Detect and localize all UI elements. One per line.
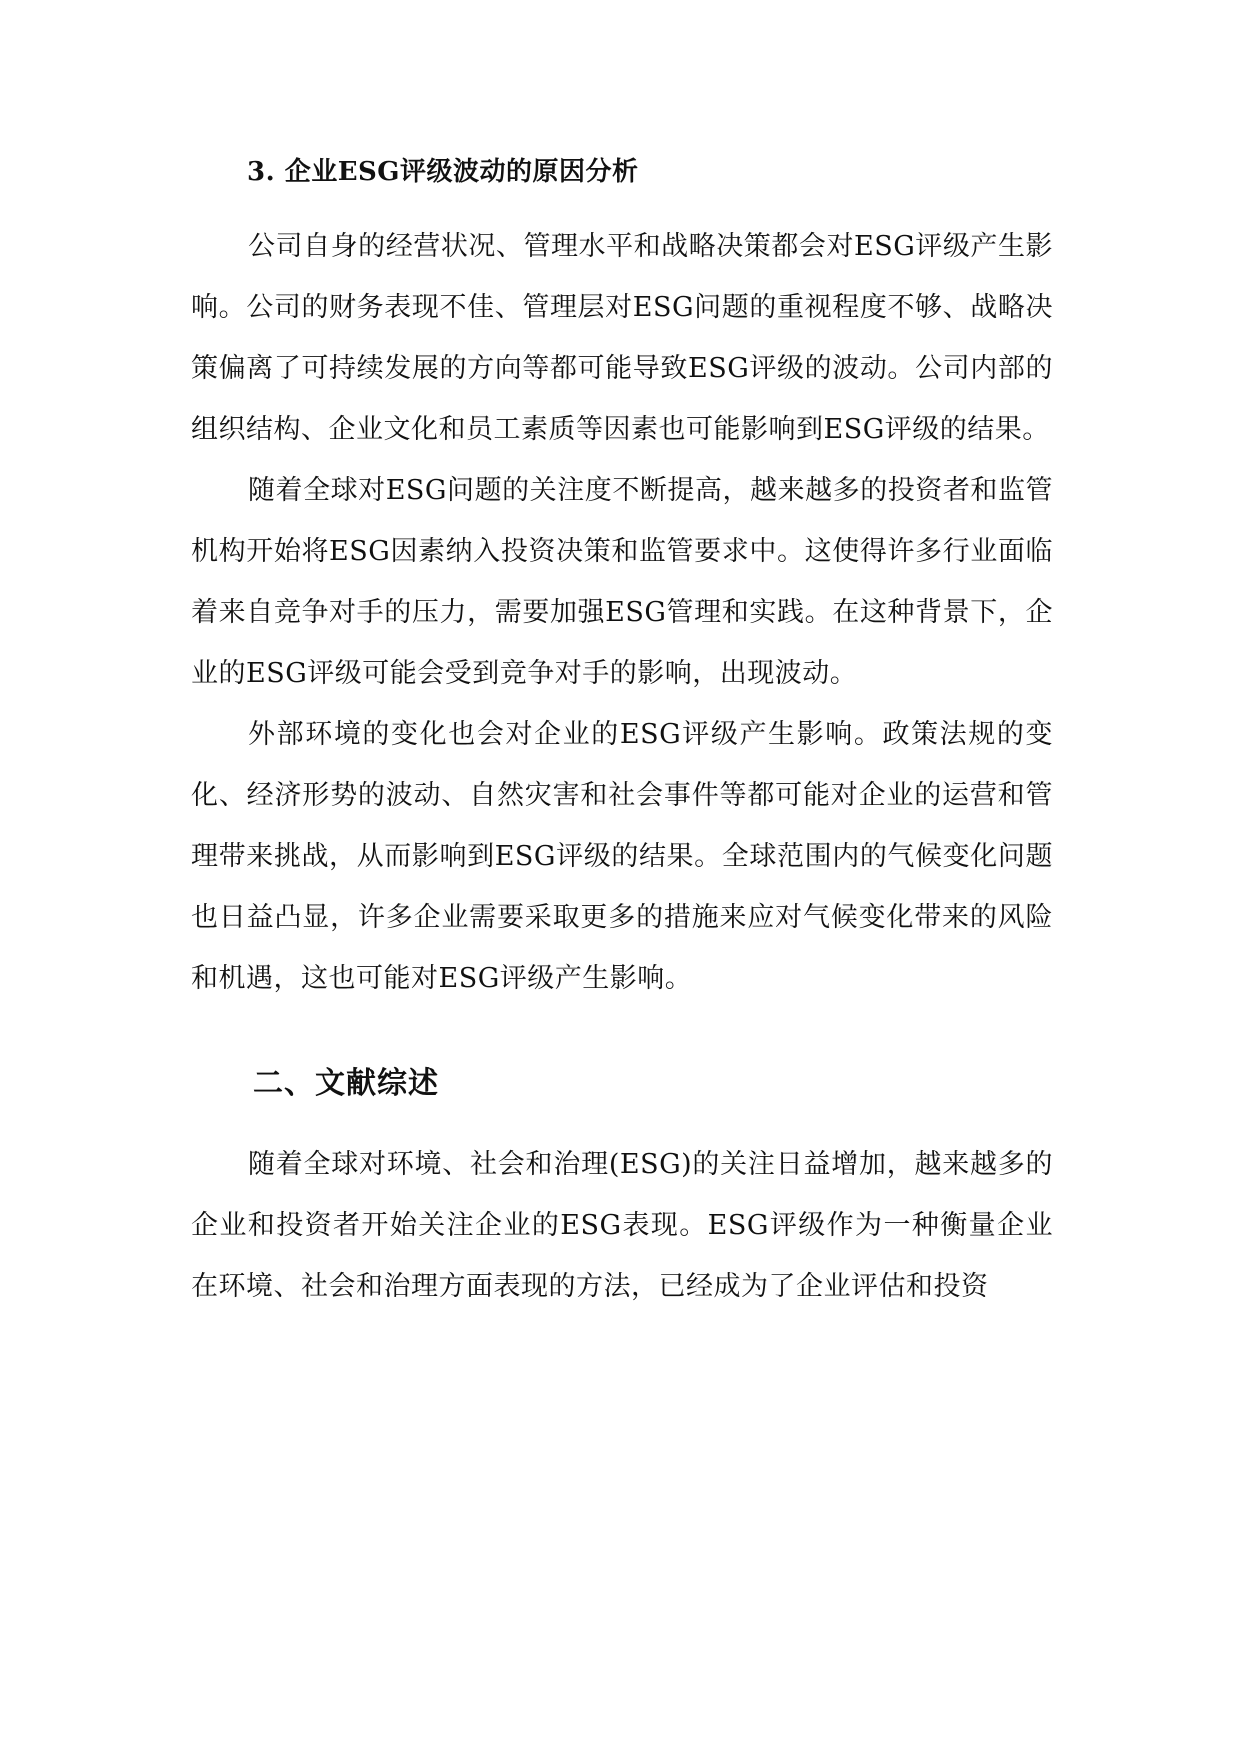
paragraph-literature-intro: 随着全球对环境、社会和治理(ESG)的关注日益增加，越来越多的企业和投资者开始关注企业的ESG表现。ESG评级作为一种衡量企业在环境、社会和治理方面表现的方法，已经成为了企业评估和投资 xyxy=(191,1149,1053,1302)
subsection-title: 3. 企业ESG评级波动的原因分析 xyxy=(247,157,639,187)
document-body xyxy=(191,150,1053,1317)
paragraph-internal-factors: 公司自身的经营状况、管理水平和战略决策都会对ESG评级产生影响。公司的财务表现不佳、管理层对ESG问题的重视程度不够、战略决策偏离了可持续发展的方向等都可能导致ESG评级的波动。公司内部的组织结构、企业文化和员工素质等因素也可能影响到ESG评级的结果。 xyxy=(191,231,1053,445)
paragraph-competition-factors: 随着全球对ESG问题的关注度不断提高，越来越多的投资者和监管机构开始将ESG因素纳入投资决策和监管要求中。这使得许多行业面临着来自竞争对手的压力，需要加强ESG管理和实践。在这种背景下，企业的ESG评级可能会受到竞争对手的影响，出现波动。 xyxy=(191,475,1053,689)
paragraph-external-factors: 外部环境的变化也会对企业的ESG评级产生影响。政策法规的变化、经济形势的波动、自然灾害和社会事件等都可能对企业的运营和管理带来挑战，从而影响到ESG评级的结果。全球范围内的气候变化问题也日益凸显，许多企业需要采取更多的措施来应对气候变化带来的风险和机遇，这也可能对ESG评级产生影响。 xyxy=(191,719,1053,994)
section-title-literature-review: 二、文献综述 xyxy=(253,1066,439,1101)
